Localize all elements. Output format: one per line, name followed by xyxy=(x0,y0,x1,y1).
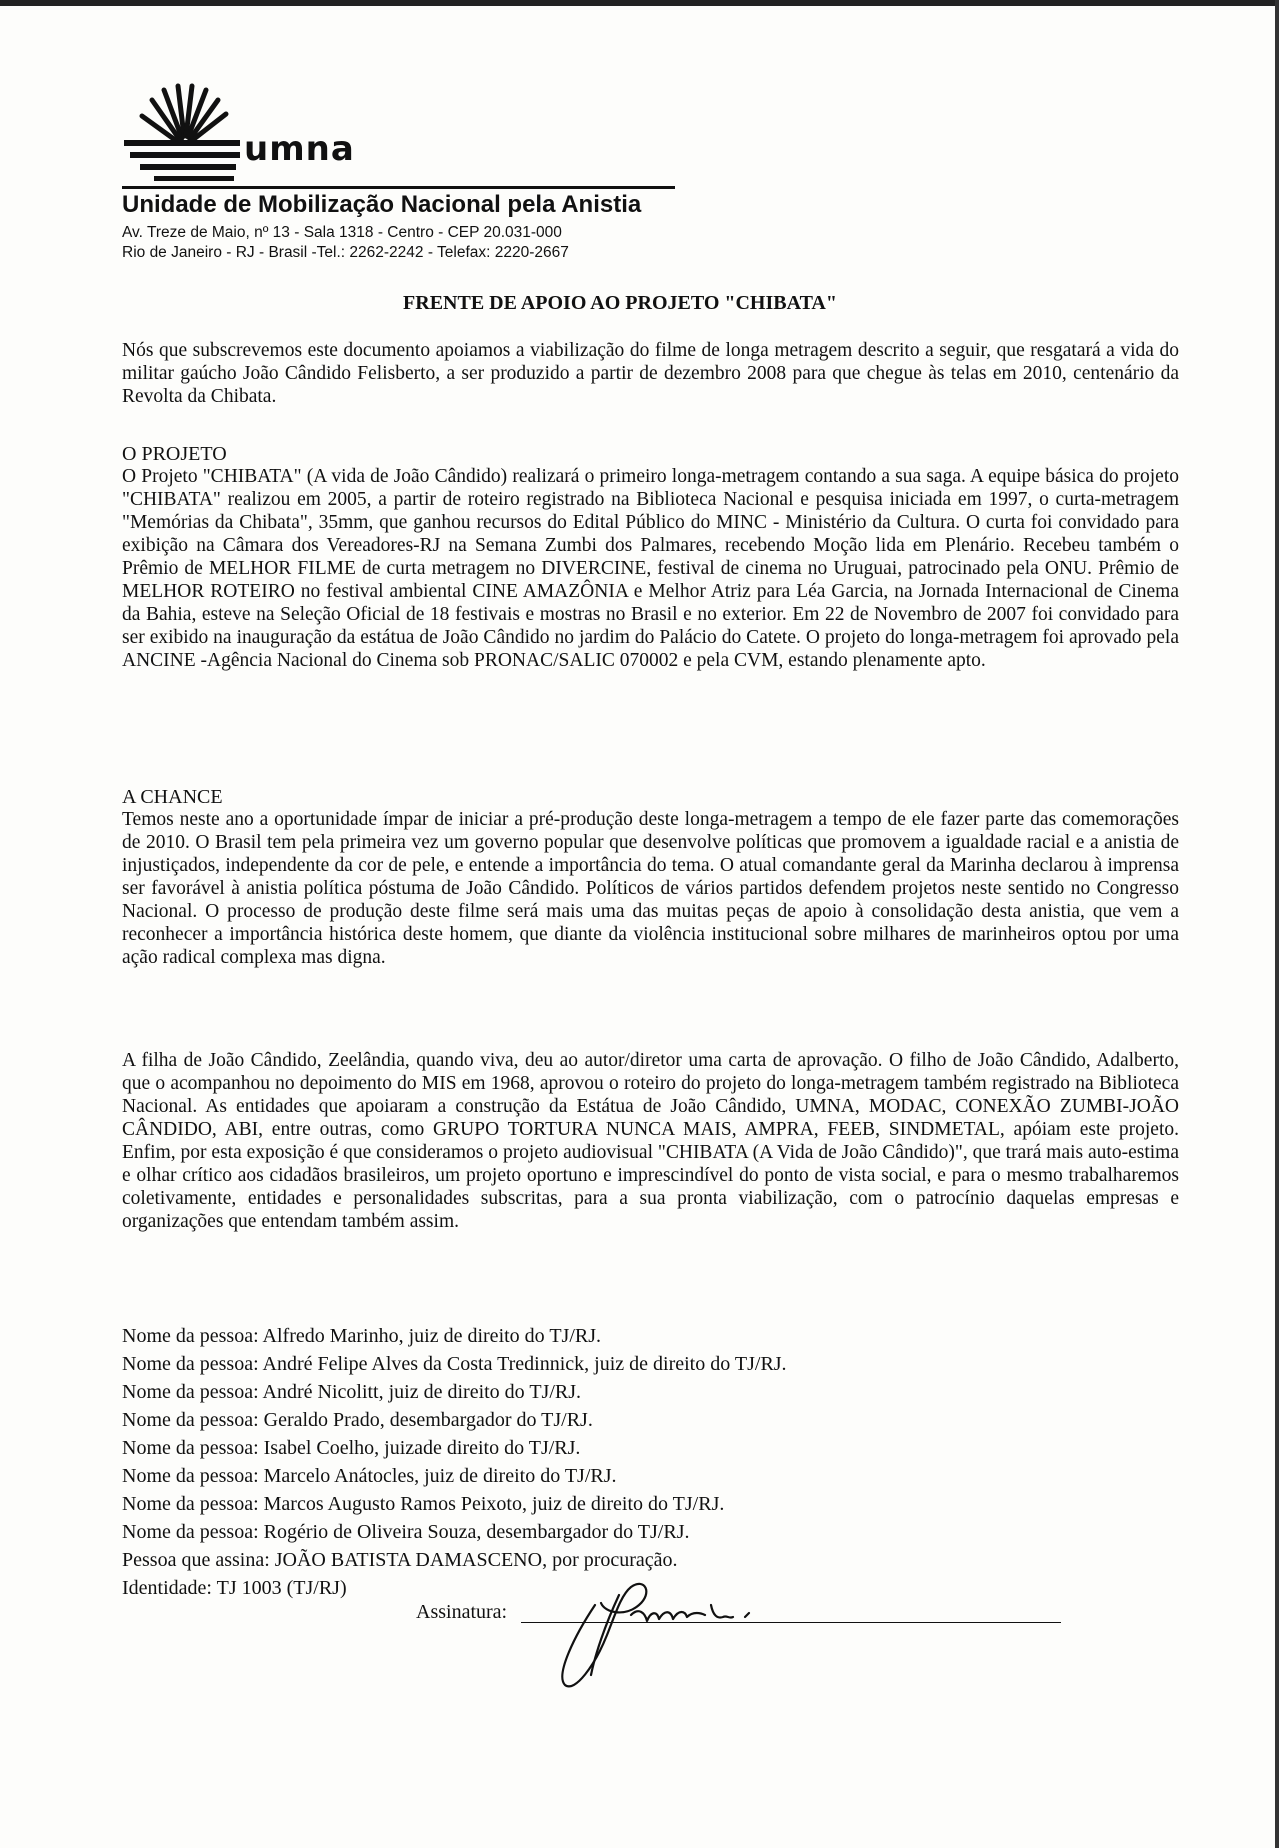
section-heading-projeto: O PROJETO xyxy=(122,443,227,465)
signer-line: Nome da pessoa: André Nicolitt, juiz de direito do TJ/RJ. xyxy=(122,1381,582,1403)
scan-edge xyxy=(0,0,1279,6)
support-paragraph: A filha de João Cândido, Zeelândia, quando viva, deu ao autor/diretor uma carta de aprovação. O filho de João Cândido, Adalberto, que o acompanhou no depoimento do MIS em 1968, aprovou o roteiro do projeto do longa-metragem também registrado na Biblioteca Nacional. As entidades que apoiaram a construção da Estátua de João Cândido, UMNA, MODAC, CONEXÃO ZUMBI-JOÃO CÂNDIDO, ABI, entre outras, como GRUPO TORTURA NUNCA MAIS, AMPRA, FEEB, SINDMETAL, apóiam este projeto. Enfim, por esta exposição é que consideramos o projeto audiovisual "CHIBATA (A Vida de João Cândido)", que trará mais auto-estima e olhar crítico aos cidadãos brasileiros, um projeto oportuno e imprescindível do ponto de vista social, e para o mesmo trabalharemos coletivamente, entidades e personalidades subscritas, para a sua pronta viabilização, com o patrocínio daquelas empresas e organizações que entendam também assim. xyxy=(122,1050,1179,1232)
handwritten-signature-icon xyxy=(535,1565,795,1695)
intro-paragraph: Nós que subscrevemos este documento apoiamos a viabilização do filme de longa metragem descrito a seguir, que resgatará a vida do militar gaúcho João Cândido Felisberto, a ser produzido a partir de dezembro 2008 para que chegue às telas em 2010, centenário da Revolta da Chibata. xyxy=(122,340,1179,407)
signers-list xyxy=(122,1322,1122,1602)
address-line: Rio de Janeiro - RJ - Brasil -Tel.: 2262-2242 - Telefax: 2220-2667 xyxy=(122,244,569,261)
sunburst-logo-icon xyxy=(122,78,242,186)
projeto-paragraph: O Projeto "CHIBATA" (A vida de João Cândido) realizará o primeiro longa-metragem contando a sua saga. A equipe básica do projeto "CHIBATA" realizou em 2005, a partir de roteiro registrado na Biblioteca Nacional e pesquisa iniciada em 1997, o curta-metragem "Memórias da Chibata", 35mm, que ganhou recursos do Edital Público do MINC - Ministério da Cultura. O curta foi convidado para exibição na Câmara dos Vereadores-RJ na Semana Zumbi dos Palmares, recebendo Moção lida em Plenário. Recebeu também o Prêmio de MELHOR FILME de curta metragem no DIVERCINE, festival de cinema no Uruguai, patrocinado pela ONU. Prêmio de MELHOR ROTEIRO no festival ambiental CINE AMAZÔNIA e Melhor Atriz para Léa Garcia, na Jornada Internacional de Cinema da Bahia, esteve na Seleção Oficial de 18 festivais e mostras no Brasil e no exterior. Em 22 de Novembro de 2007 foi convidado para ser exibido na inauguração da estátua de João Cândido no jardim do Palácio do Catete. O projeto do longa-metragem foi aprovado pela ANCINE -Agência Nacional do Cinema sob PRONAC/SALIC 070002 e pela CVM, estando plenamente apto. xyxy=(122,466,1179,671)
scan-edge xyxy=(1275,0,1279,1848)
identity-line: Identidade: TJ 1003 (TJ/RJ) xyxy=(122,1577,347,1599)
letterhead-rule xyxy=(122,186,675,189)
chance-paragraph: Temos neste ano a oportunidade ímpar de iniciar a pré-produção deste longa-metragem a tempo de ele fazer parte das comemorações de 2010. O Brasil tem pela primeira vez um governo popular que desenvolve políticas que promovem a igualdade racial e a anistia de injustiçados, independente da cor de pele, e entende a importância do tema. O atual comandante geral da Marinha declarou à imprensa ser favorável à anistia política póstuma de João Cândido. Políticos de vários partidos defendem projetos neste sentido no Congresso Nacional. O processo de produção deste filme será mais uma das muitas peças de apoio à consolidação desta anistia, que vem a reconhecer a importância histórica deste homem, que diante da violência institucional sobre milhares de marinheiros optou por uma ação radical complexa mas digna. xyxy=(122,809,1179,968)
signer-line: Nome da pessoa: Rogério de Oliveira Souza, desembargador do TJ/RJ. xyxy=(122,1521,690,1543)
signer-line: Nome da pessoa: André Felipe Alves da Costa Tredinnick, juiz de direito do TJ/RJ. xyxy=(122,1353,787,1375)
logo xyxy=(122,78,677,188)
signer-line: Nome da pessoa: Marcelo Anátocles, juiz de direito do TJ/RJ. xyxy=(122,1465,617,1487)
signer-line: Nome da pessoa: Geraldo Prado, desembargador do TJ/RJ. xyxy=(122,1409,593,1431)
signatory-line: Pessoa que assina: JOÃO BATISTA DAMASCENO, por procuração. xyxy=(122,1549,678,1571)
signature-label: Assinatura: xyxy=(416,1601,508,1623)
signer-line: Nome da pessoa: Marcos Augusto Ramos Peixoto, juiz de direito do TJ/RJ. xyxy=(122,1493,725,1515)
letterhead xyxy=(122,78,677,261)
signer-line: Nome da pessoa: Alfredo Marinho, juiz de direito do TJ/RJ. xyxy=(122,1325,601,1347)
logo-wordmark: umna xyxy=(244,129,355,169)
organization-name: Unidade de Mobilização Nacional pela Anistia xyxy=(122,191,642,218)
signer-line: Nome da pessoa: Isabel Coelho, juizade direito do TJ/RJ. xyxy=(122,1437,581,1459)
section-heading-chance: A CHANCE xyxy=(122,786,223,808)
document-title: FRENTE DE APOIO AO PROJETO "CHIBATA" xyxy=(403,292,837,314)
address-line: Av. Treze de Maio, nº 13 - Sala 1318 - Centro - CEP 20.031-000 xyxy=(122,224,562,241)
